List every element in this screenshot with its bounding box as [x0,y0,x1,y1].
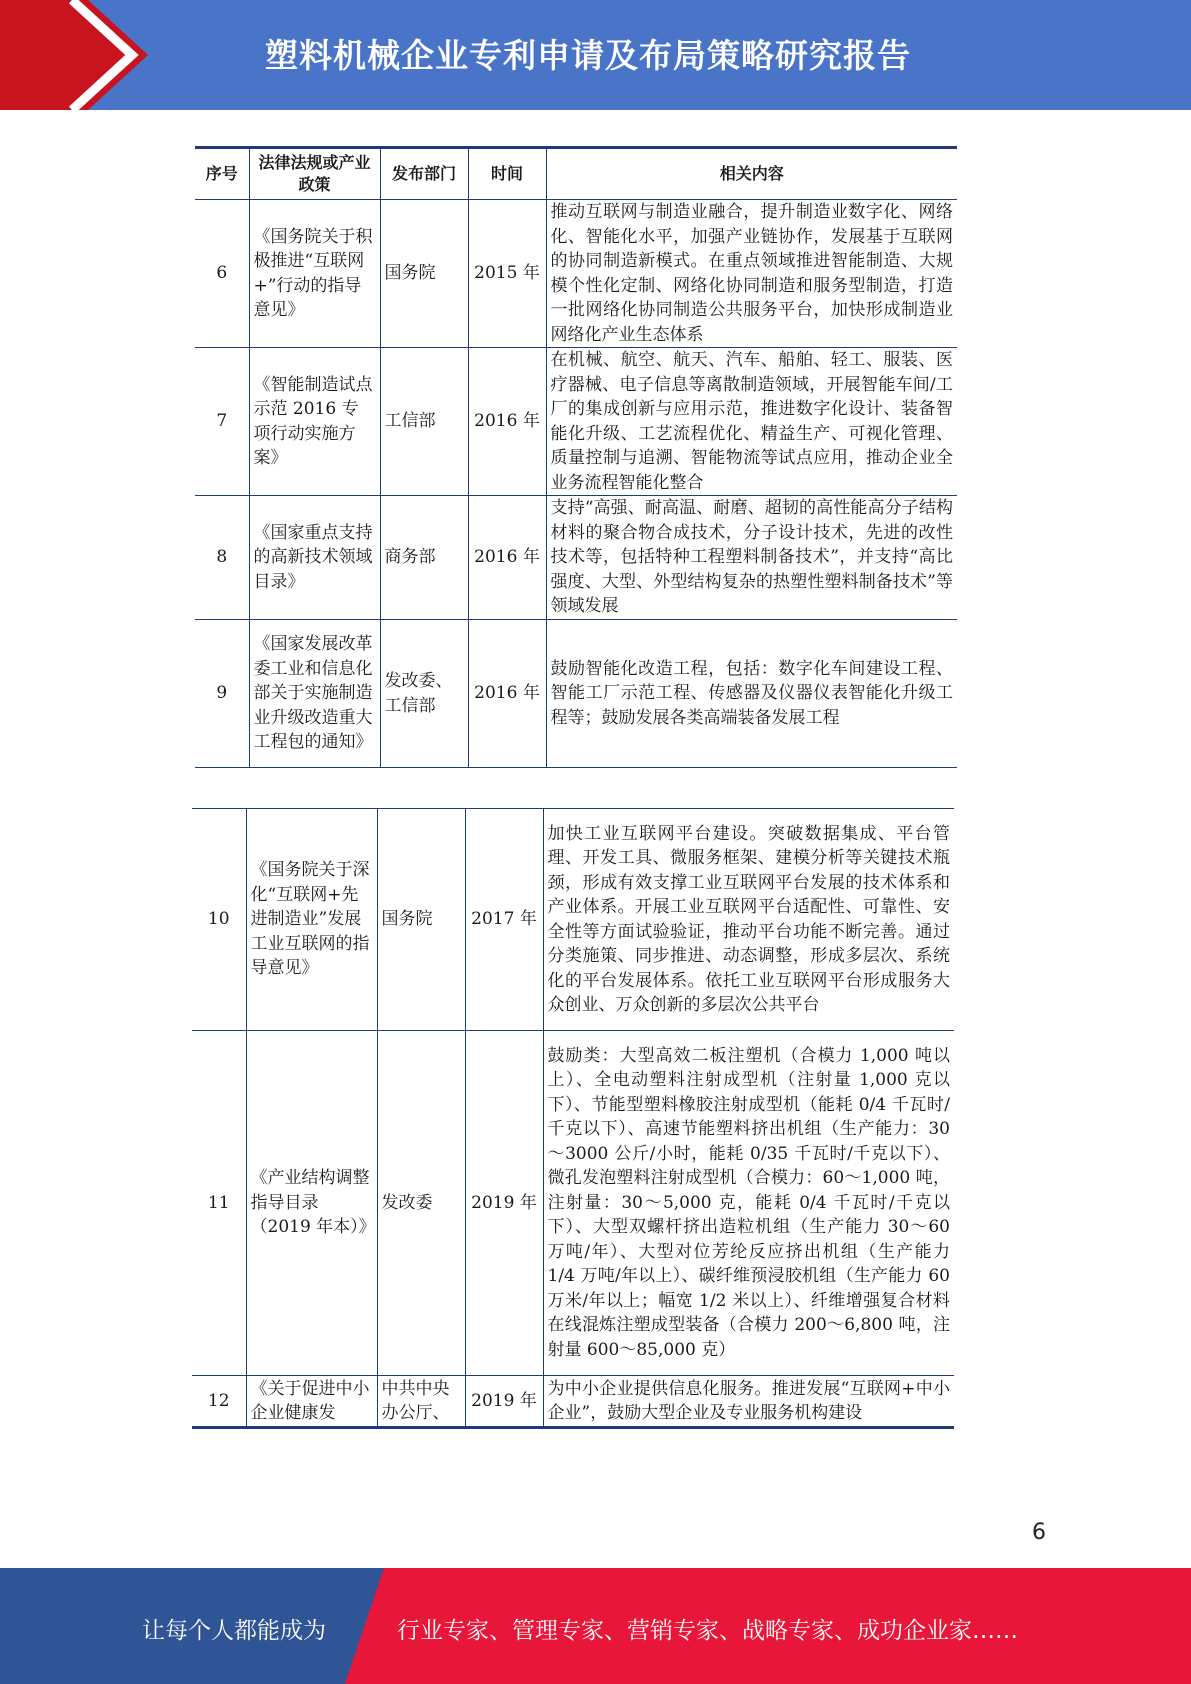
col-header-content: 相关内容 [546,148,957,200]
row-dept: 工信部 [380,348,468,496]
row-no: 9 [195,620,249,768]
header-arrow-decoration [0,0,160,110]
table-row [195,200,957,348]
row-no: 7 [195,348,249,496]
report-title: 塑料机械企业专利申请及布局策略研究报告 [265,36,911,75]
row-time: 2016 年 [468,348,546,496]
row-time: 2016 年 [468,496,546,620]
row-dept: 发改委、工信部 [380,620,468,768]
row-dept: 发改委 [377,1031,465,1376]
table-row [195,620,957,768]
table-row [195,348,957,496]
row-policy: 《国务院关于积极推进“互联网+”行动的指导意见》 [249,200,380,348]
policy-table-part-2 [192,808,954,1429]
table-row [192,1031,954,1376]
row-policy: 《关于促进中小企业健康发 [246,1376,377,1428]
table-row [192,809,954,1031]
row-no: 11 [192,1031,246,1376]
row-content: 在机械、航空、航天、汽车、船舶、轻工、服装、医疗器械、电子信息等离散制造领域，开展智能车间/工厂的集成创新与应用示范，推进数字化设计、装备智能化升级、工艺流程优化、精益生产、可视化管理、质量控制与追溯、智能物流等试点应用，推动企业全业务流程智能化整合 [546,348,957,496]
row-time: 2017 年 [465,809,543,1031]
row-no: 10 [192,809,246,1031]
table-row [192,1376,954,1428]
row-no: 6 [195,200,249,348]
row-content: 加快工业互联网平台建设。突破数据集成、平台管理、开发工具、微服务框架、建模分析等关键技术瓶颈，形成有效支撑工业互联网平台发展的技术体系和产业体系。开展工业互联网平台适配性、可靠性、安全性等方面试验验证，推动平台功能不断完善。通过分类施策、同步推进、动态调整，形成多层次、系统化的平台发展体系。依托工业互联网平台形成服务大众创业、万众创新的多层次公共平台 [543,809,954,1031]
col-header-policy: 法律法规或产业政策 [249,148,380,200]
row-no: 8 [195,496,249,620]
row-policy: 《产业结构调整指导目录（2019 年本）》 [246,1031,377,1376]
row-dept: 中共中央办公厅、 [377,1376,465,1428]
col-header-no: 序号 [195,148,249,200]
page-number: 6 [1032,1520,1046,1545]
row-policy: 《国务院关于深化“互联网+先进制造业”发展工业互联网的指导意见》 [246,809,377,1031]
col-header-time: 时间 [468,148,546,200]
row-policy: 《智能制造试点示范 2016 专项行动实施方案》 [249,348,380,496]
row-time: 2015 年 [468,200,546,348]
page-header [0,0,1191,110]
row-dept: 国务院 [377,809,465,1031]
row-content: 推动互联网与制造业融合，提升制造业数字化、网络化、智能化水平，加强产业链协作，发展基于互联网的协同制造新模式。在重点领域推进智能制造、大规模个性化定制、网络化协同制造和服务型制造，打造一批网络化协同制造公共服务平台，加快形成制造业网络化产业生态体系 [546,200,957,348]
row-time: 2019 年 [465,1376,543,1428]
table-row [195,496,957,620]
row-no: 12 [192,1376,246,1428]
row-content: 支持“高强、耐高温、耐磨、超韧的高性能高分子结构材料的聚合物合成技术，分子设计技术，先进的改性技术等，包括特种工程塑料制备技术”，并支持“高比强度、大型、外型结构复杂的热塑性塑料制备技术”等领域发展 [546,496,957,620]
row-dept: 商务部 [380,496,468,620]
row-content: 鼓励智能化改造工程，包括：数字化车间建设工程、智能工厂示范工程、传感器及仪器仪表智能化升级工程等；鼓励发展各类高端装备发展工程 [546,620,957,768]
row-content: 为中小企业提供信息化服务。推进发展“互联网+中小企业”，鼓励大型企业及专业服务机构建设 [543,1376,954,1428]
row-time: 2019 年 [465,1031,543,1376]
row-policy: 《国家重点支持的高新技术领域目录》 [249,496,380,620]
row-content: 鼓励类：大型高效二板注塑机（合模力 1,000 吨以上）、全电动塑料注射成型机（注射量 1,000 克以下）、节能型塑料橡胶注射成型机（能耗 0/4 千瓦时/千克以下）、高速节能塑料挤出机组（生产能力：30～3000 公斤/小时，能耗 0/35 千瓦时/千克以下）、微孔发泡塑料注射成型机（合模力：60～1,000 吨，注射量：30～5,000 克，能耗 0/4 千瓦时/千克以下）、大型双螺杆挤出造粒机组（生产能力 30～60 万吨/年）、大型对位芳纶反应挤出机组（生产能力 1/4 万吨/年以上）、碳纤维预浸胶机组（生产能力 60 万米/年以上；幅宽 1/2 米以上）、纤维增强复合材料在线混炼注塑成型装备（合模力 200～6,800 吨，注射量 600～85,000 克） [543,1031,954,1376]
footer-slogan-left: 让每个人都能成为 [142,1618,326,1644]
footer-slogan-right: 行业专家、管理专家、营销专家、战略专家、成功企业家…… [397,1618,1018,1644]
table-header-row [195,148,957,200]
col-header-dept: 发布部门 [380,148,468,200]
row-time: 2016 年 [468,620,546,768]
policy-table-part-1 [195,146,957,768]
row-policy: 《国家发展改革委工业和信息化部关于实施制造业升级改造重大工程包的通知》 [249,620,380,768]
row-dept: 国务院 [380,200,468,348]
page-footer [0,1568,1191,1684]
